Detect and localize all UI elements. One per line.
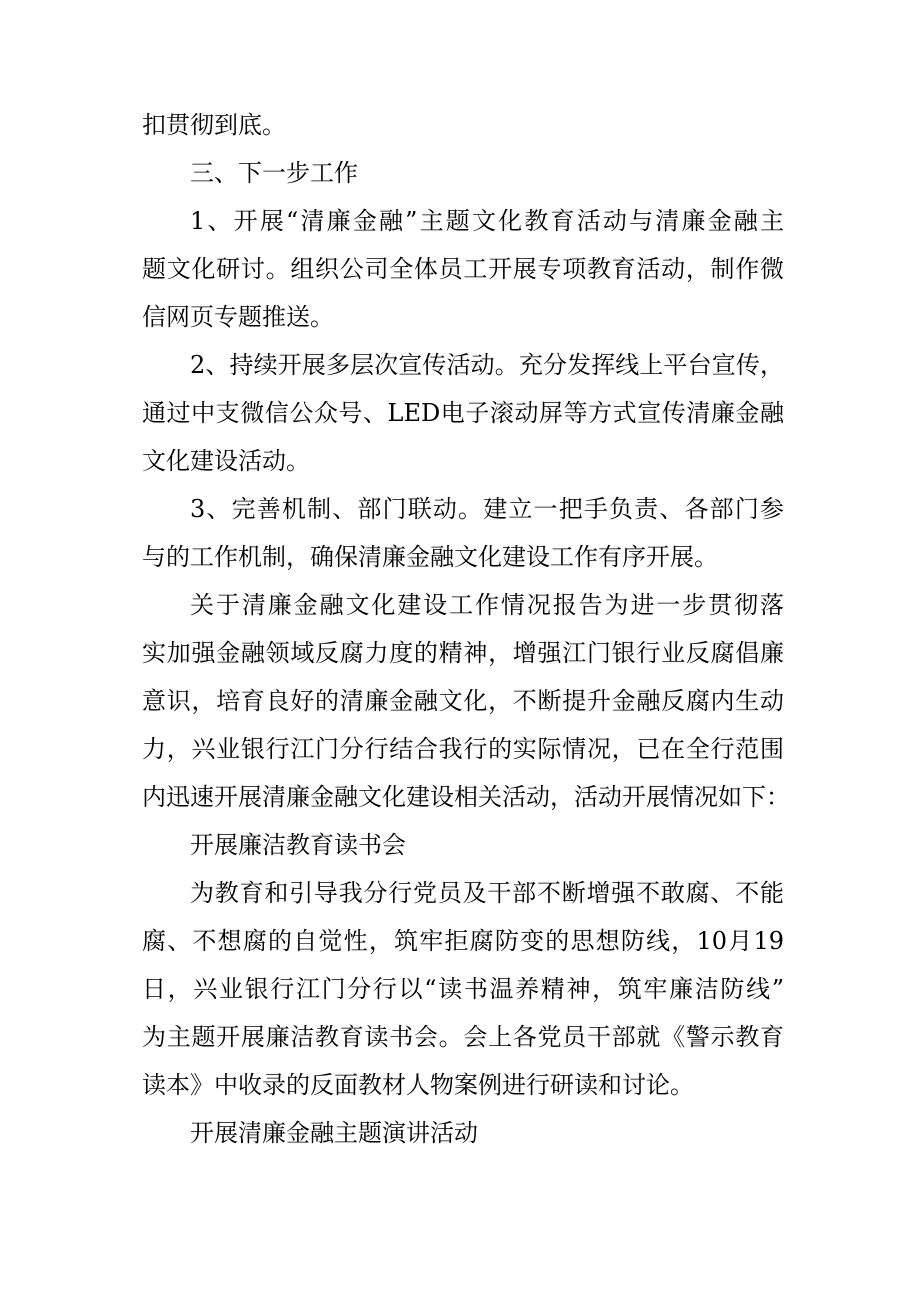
paragraph-continued	[142, 101, 784, 149]
text-line: 内迅速开展清廉金融文化建设相关活动，活动开展情况如下：	[142, 783, 790, 811]
text-line: 实加强金融领域反腐力度的精神，增强江门银行业反腐倡廉	[142, 639, 784, 667]
text-line: 力，兴业银行江门分行结合我行的实际情况，已在全行范围	[142, 735, 784, 763]
text-line: 题文化研讨。组织公司全体员工开展专项教育活动，制作微	[142, 255, 784, 283]
paragraph-report-intro	[142, 581, 790, 821]
heading-line: 开展清廉金融主题演讲活动	[190, 1119, 478, 1147]
text-line: 读本》中收录的反面教材人物案例进行研读和讨论。	[142, 1071, 694, 1099]
document-body	[142, 101, 790, 1157]
text-line: 1、开展“清廉金融”主题文化教育活动与清廉金融主	[190, 207, 784, 235]
text-line: 与的工作机制，确保清廉金融文化建设工作有序开展。	[142, 543, 718, 571]
heading-line: 开展廉洁教育读书会	[190, 831, 406, 859]
text-line: 意识，培育良好的清廉金融文化，不断提升金融反腐内生动	[142, 687, 784, 715]
paragraph-item-3	[142, 485, 784, 581]
subheading-speech	[142, 1109, 784, 1157]
text-line: 信网页专题推送。	[142, 303, 334, 331]
paragraph-reading-body	[142, 869, 784, 1109]
text-line: 关于清廉金融文化建设工作情况报告为进一步贯彻落	[190, 591, 784, 619]
text-line: 为主题开展廉洁教育读书会。会上各党员干部就《警示教育	[142, 1023, 784, 1051]
section-heading	[142, 149, 784, 197]
heading-line: 三、下一步工作	[190, 159, 358, 187]
text-line: 腐、不想腐的自觉性，筑牢拒腐防变的思想防线，10月19	[142, 927, 784, 955]
text-line: 为教育和引导我分行党员及干部不断增强不敢腐、不能	[190, 879, 784, 907]
text-line: 文化建设活动。	[142, 447, 310, 475]
text-line: 2、持续开展多层次宣传活动。充分发挥线上平台宣传，	[190, 351, 784, 379]
text-line: 3、完善机制、部门联动。建立一把手负责、各部门参	[190, 495, 784, 523]
text-line: 通过中支微信公众号、LED电子滚动屏等方式宣传清廉金融	[142, 399, 784, 427]
paragraph-item-2	[142, 341, 784, 485]
paragraph-item-1	[142, 197, 784, 341]
text-line: 日，兴业银行江门分行以“读书温养精神，筑牢廉洁防线”	[142, 975, 784, 1003]
text-line: 扣贯彻到底。	[142, 111, 286, 139]
subheading-reading	[142, 821, 784, 869]
